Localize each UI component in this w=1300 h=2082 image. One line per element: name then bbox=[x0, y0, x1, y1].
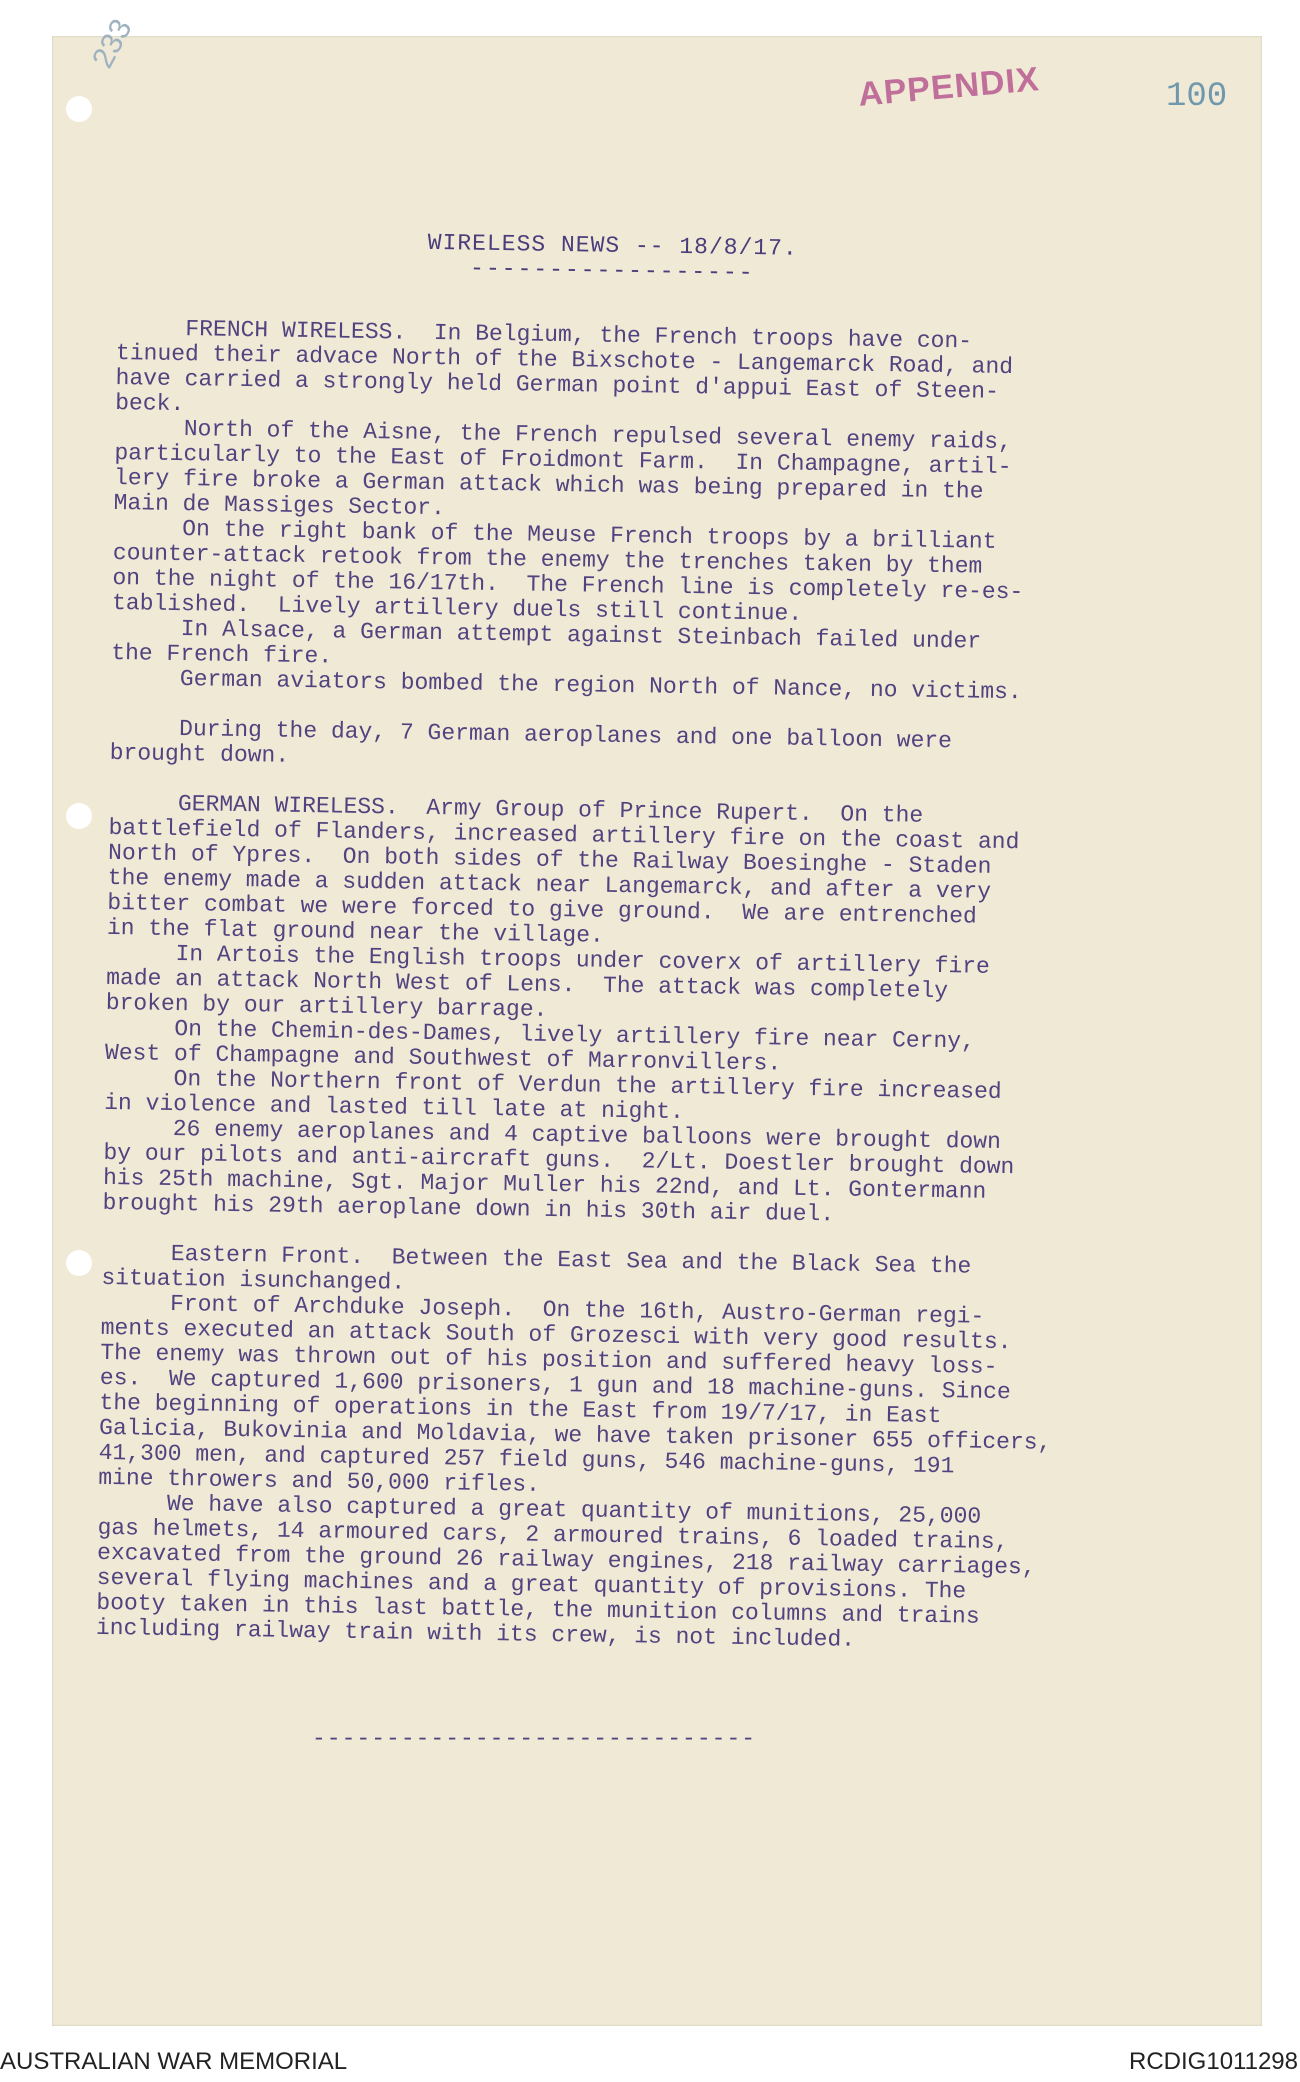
document-title: WIRELESS NEWS -- 18/8/17. bbox=[427, 229, 798, 262]
closing-rule: ------------------------------ bbox=[312, 1726, 757, 1752]
pencil-page-number: 233 bbox=[86, 13, 139, 74]
document-body: FRENCH WIRELESS. In Belgium, the French troops have con- tinued their advace North of the Bixschote - Langemarck Road, and have carried a strongly held German point d'appui East of Steen- beck. North of the Aisne, the French repulsed several enemy raids, particularly to the East of Froidmont Farm. In Champagne, artil- lery fire broke a German attack which was being prepared in the Main de Massiges Sector. On the right bank of the Meuse French troops by a brilliant counter-attack retook from the enemy the trenches taken by them on the night of the 16/17th. The French line is completely re-es- tablished. Lively artillery duels still continue. In Alsace, a German attempt against Steinbach failed under the French fire. German aviators bombed the region North of Nance, no victims. During the day, 7 German aeroplanes and one balloon were brought down. GERMAN WIRELESS. Army Group of Prince Rupert. On the battlefield of Flanders, increased artillery fire on the coast and North of Ypres. On both sides of the Railway Boesinghe - Staden the enemy made a sudden attack near Langemarck, and after a very bitter combat we were forced to give ground. We are entrenched in the flat ground near the village. In Artois the English troops under coverx of artillery fire made an attack North West of Lens. The attack was completely broken by our artillery barrage. On the Chemin-des-Dames, lively artillery fire near Cerny, West of Champagne and Southwest of Marronvillers. On the Northern front of Verdun the artillery fire increased in violence and lasted till late at night. 26 enemy aeroplanes and 4 captive balloons were brought down by our pilots and anti-aircraft guns. 2/Lt. Doestler brought down his 25th machine, Sgt. Major Muller his 22nd, and Lt. Gontermann brought his 29th aeroplane down in his 30th air duel. Eastern Front. Between the East Sea and the Black Sea the situation isunchanged. Front of Archduke Joseph. On the 16th, Austro-German regi- ments executed an attack South of Grozesci with very good results. The enemy was thrown out of his position and suffered heavy loss- es. We captured 1,600 prisoners, 1 gun and 18 machine-guns. Since the beginning of operations in the East from 19/7/17, in East Galicia, Bukovinia and Moldavia, we have taken prisoner 655 officers, 41,300 men, and captured 257 field guns, 546 machine-guns, 191 mine throwers and 50,000 rifles. We have also captured a great quantity of munitions, 25,000 gas helmets, 14 armoured cars, 2 armoured trains, 6 loaded trains, excavated from the ground 26 railway engines, 218 railway carriages, several flying machines and a great quantity of provisions. The booty taken in this last battle, the munition columns and trains including railway train with its crew, is not included. bbox=[95, 314, 1052, 1653]
punch-hole-lower bbox=[66, 1250, 92, 1276]
appendix-stamp: APPENDIX bbox=[856, 60, 1042, 114]
folio-number: 100 bbox=[1166, 78, 1228, 116]
footer-institution: AUSTRALIAN WAR MEMORIAL bbox=[0, 2048, 348, 2075]
typed-document bbox=[96, 226, 1148, 1657]
title-underline: ------------------ bbox=[469, 255, 755, 287]
punch-hole-middle bbox=[66, 803, 92, 829]
footer-record-id: RCDIG1011298 bbox=[1129, 2048, 1298, 2075]
punch-hole-top bbox=[66, 96, 92, 122]
